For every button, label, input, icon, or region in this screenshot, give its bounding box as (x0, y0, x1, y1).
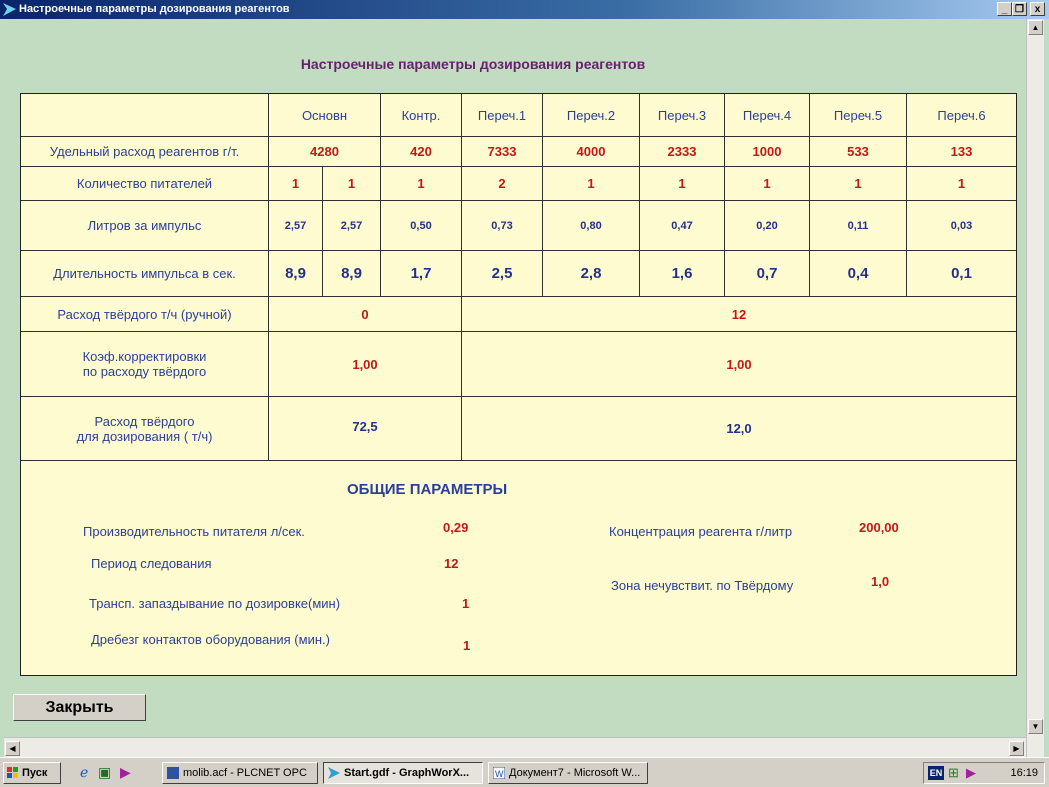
scroll-left-arrow-icon[interactable]: ◀ (5, 741, 20, 756)
task-document[interactable] (488, 762, 648, 784)
close-button[interactable]: Закрыть (13, 694, 146, 721)
pulse-main-a: 8,9 (285, 265, 306, 282)
svg-text:W: W (495, 769, 504, 779)
pulse-clean-4: 0,7 (756, 265, 778, 282)
feeders-main-b[interactable]: 1 (347, 176, 356, 191)
tray-media-icon[interactable]: ▶ (966, 765, 976, 780)
clock: 16:19 (1010, 767, 1038, 779)
liters-clean-2: 0,80 (580, 219, 602, 232)
desktop-icon[interactable]: ▣ (98, 764, 112, 780)
liters-clean-5: 0,11 (847, 219, 869, 232)
pulse-main-b: 8,9 (341, 265, 362, 282)
coef-main[interactable]: 1,00 (352, 356, 378, 372)
liters-main-b: 2,57 (340, 219, 363, 232)
feeders-clean-2[interactable]: 1 (587, 176, 595, 191)
specific-consumption-control[interactable]: 420 (410, 144, 432, 159)
feeder-perf-value[interactable]: 0,29 (443, 520, 469, 535)
feeders-main-a[interactable]: 1 (291, 176, 300, 191)
media-player-icon[interactable]: ▶ (120, 764, 131, 780)
bounce-label: Дребезг контактов оборудования (мин.) (91, 632, 330, 647)
column-header-clean-1: Переч.1 (477, 107, 527, 123)
delay-label: Трансп. запаздывание по дозировке(мин) (89, 596, 341, 611)
column-header-clean-3: Переч.3 (657, 107, 707, 123)
scroll-down-arrow-icon[interactable]: ▼ (1028, 719, 1043, 734)
deadzone-value[interactable]: 1,0 (871, 574, 890, 589)
feeder-perf-label: Производительность питателя л/сек. (83, 524, 305, 539)
pulse-clean-6: 0,1 (951, 265, 972, 282)
row-label-coef-line1: Коэф.корректировки (82, 349, 207, 364)
bounce-value[interactable]: 1 (463, 638, 471, 653)
vertical-scrollbar[interactable] (1026, 19, 1044, 757)
parameters-panel (20, 93, 1017, 676)
horizontal-scrollbar[interactable] (4, 737, 1026, 758)
solid-dosing-clean: 12,0 (726, 421, 752, 436)
windows-logo-icon (7, 767, 19, 779)
word-icon (493, 767, 505, 779)
restore-button[interactable]: ❐ (1012, 2, 1027, 16)
row-label-solid-dosing-line1: Расход твёрдого (94, 413, 195, 429)
row-label-feeders: Количество питателей (76, 176, 213, 191)
row-label-solid-dosing (21, 397, 268, 460)
feeders-clean-4[interactable]: 1 (763, 176, 771, 191)
feeders-clean-1[interactable]: 2 (498, 176, 506, 191)
graphworx-icon (328, 767, 340, 779)
specific-consumption-clean-4[interactable]: 1000 (752, 144, 782, 159)
pulse-clean-2: 2,8 (580, 265, 602, 282)
task-start-gdf-label: Start.gdf - GraphWorX... (344, 767, 470, 779)
liters-main-a: 2,57 (284, 219, 307, 232)
task-molib-label: molib.acf - PLCNET OPC (183, 767, 307, 779)
solid-dosing-main: 72,5 (352, 418, 378, 434)
row-label-specific-consumption: Удельный расход реагентов г/т. (49, 144, 240, 159)
pulse-clean-3: 1,6 (671, 265, 693, 282)
feeders-control[interactable]: 1 (417, 176, 425, 191)
opc-icon (167, 767, 179, 779)
task-document-label: Документ7 - Microsoft W... (509, 767, 641, 779)
column-header-clean-6: Переч.6 (937, 107, 986, 123)
minimize-button[interactable]: _ (997, 2, 1012, 16)
feeders-clean-6[interactable]: 1 (957, 176, 966, 191)
specific-consumption-clean-6[interactable]: 133 (950, 144, 973, 159)
concentration-value[interactable]: 200,00 (859, 520, 899, 535)
taskbar (0, 757, 1049, 787)
period-label: Период следования (91, 556, 212, 571)
specific-consumption-clean-5[interactable]: 533 (847, 144, 869, 159)
solid-manual-clean[interactable]: 12 (731, 306, 747, 322)
page-heading: Настроечные параметры дозирования реагентов (300, 56, 646, 72)
pulse-clean-1: 2,5 (491, 265, 513, 282)
start-label: Пуск (22, 767, 48, 779)
row-label-pulse: Длительность импульса в сек. (53, 266, 236, 281)
task-start-gdf[interactable] (323, 762, 483, 784)
specific-consumption-clean-2[interactable]: 4000 (576, 144, 606, 159)
close-window-button[interactable]: x (1030, 2, 1045, 16)
liters-control: 0,50 (410, 219, 432, 232)
period-value[interactable]: 12 (444, 556, 459, 571)
column-header-clean-5: Переч.5 (833, 107, 883, 123)
liters-clean-4: 0,20 (756, 219, 778, 232)
row-label-solid-dosing-line2: для дозирования ( т/ч) (76, 428, 213, 444)
task-molib[interactable] (162, 762, 318, 784)
liters-clean-1: 0,73 (491, 219, 513, 232)
row-label-coef-line2: по расходу твёрдого (82, 364, 207, 379)
specific-consumption-clean-3[interactable]: 2333 (667, 144, 697, 159)
solid-manual-main[interactable]: 0 (361, 306, 369, 322)
liters-clean-6: 0,03 (950, 219, 973, 232)
row-label-coef (21, 332, 268, 396)
column-header-clean-4: Переч.4 (742, 107, 792, 123)
coef-clean[interactable]: 1,00 (726, 356, 752, 372)
row-label-liters: Литров за импульс (87, 218, 202, 233)
window-titlebar[interactable] (0, 0, 1049, 19)
feeders-clean-3[interactable]: 1 (678, 176, 686, 191)
network-icon[interactable]: ⊞ (948, 765, 959, 780)
specific-consumption-clean-1[interactable]: 7333 (487, 144, 517, 159)
language-indicator[interactable]: EN (929, 768, 943, 778)
specific-consumption-main[interactable]: 4280 (310, 144, 339, 159)
grid-line (21, 460, 1016, 461)
liters-clean-3: 0,47 (671, 219, 693, 232)
delay-value[interactable]: 1 (462, 596, 470, 611)
column-header-control: Контр. (401, 107, 441, 123)
scroll-up-arrow-icon[interactable]: ▲ (1028, 20, 1043, 35)
column-header-clean-2: Переч.2 (566, 107, 616, 123)
pulse-control: 1,7 (410, 265, 432, 282)
ie-icon[interactable]: ℯ (80, 764, 89, 780)
deadzone-label: Зона нечувствит. по Твёрдому (611, 578, 794, 593)
feeders-clean-5[interactable]: 1 (854, 176, 862, 191)
column-header-main: Основн (301, 107, 348, 123)
concentration-label: Концентрация реагента г/литр (609, 524, 793, 539)
system-tray (923, 762, 1045, 784)
window-title: Настроечные параметры дозирования реагентов (19, 3, 290, 15)
app-icon (3, 3, 16, 16)
start-button[interactable] (3, 762, 61, 784)
general-params-title: ОБЩИЕ ПАРАМЕТРЫ (347, 481, 508, 498)
row-label-solid-manual: Расход твёрдого т/ч (ручной) (57, 306, 232, 322)
scroll-right-arrow-icon[interactable]: ▶ (1009, 741, 1024, 756)
pulse-clean-5: 0,4 (847, 265, 869, 282)
